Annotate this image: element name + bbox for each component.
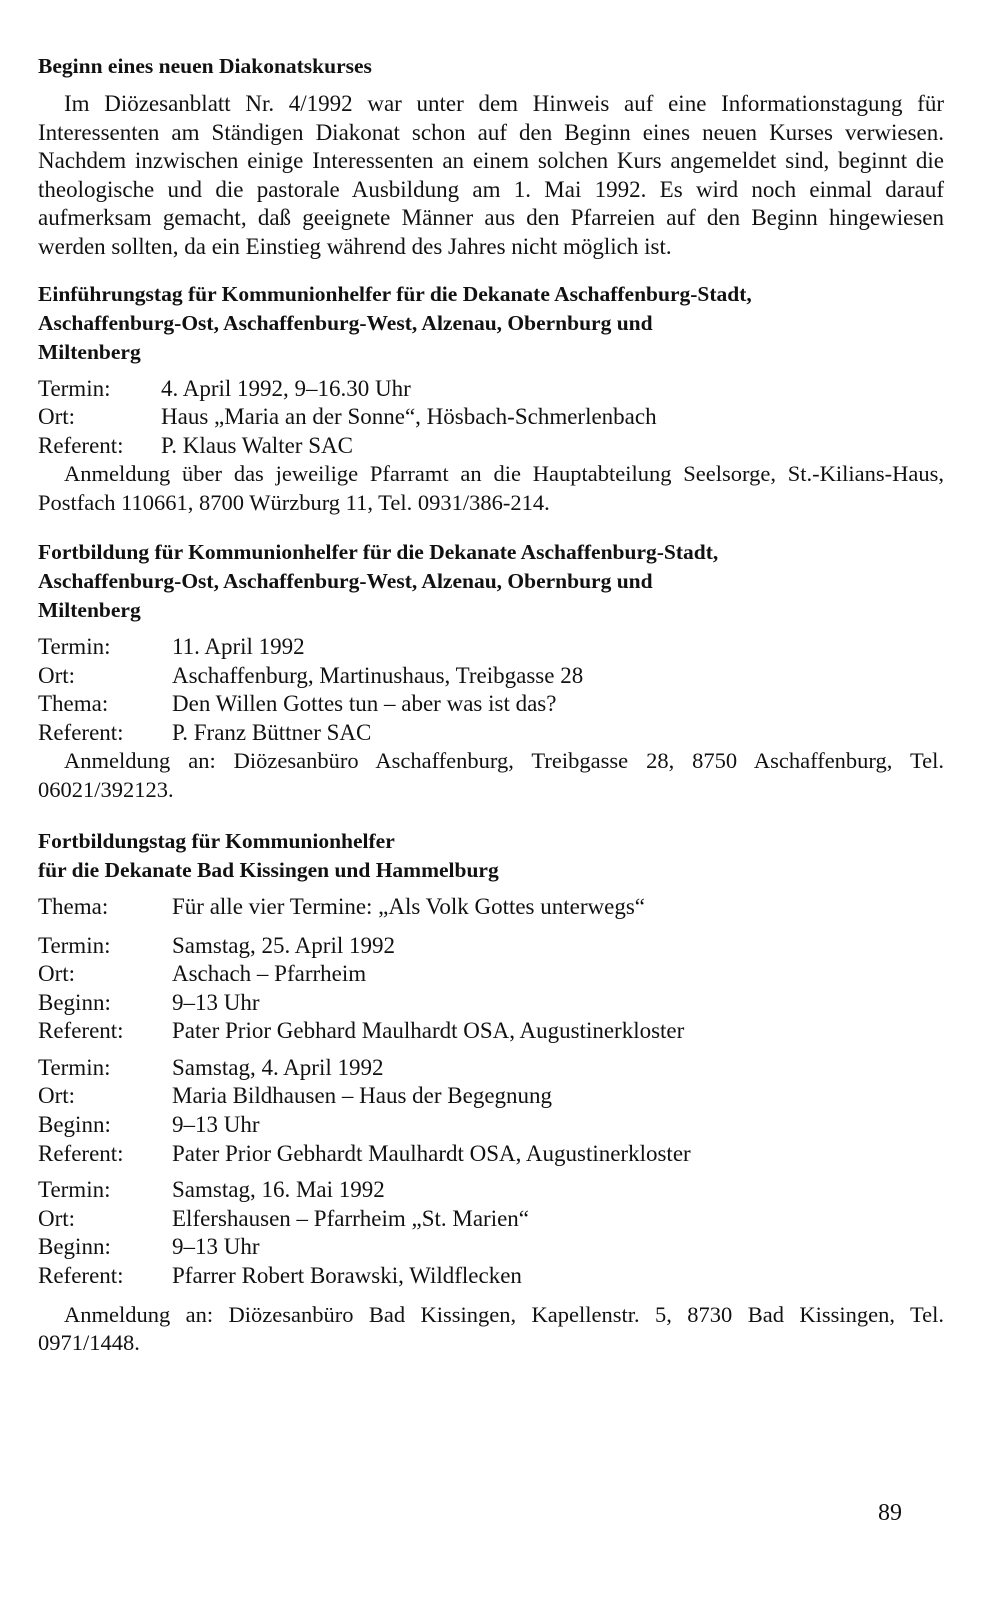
detail-label: Referent: [38,432,124,458]
section-heading [38,538,944,625]
detail-row [38,662,944,691]
section-heading [38,827,944,885]
heading-line: Fortbildung für Kommunionhelfer für die Dekanate Aschaffenburg-Stadt, [38,539,719,564]
detail-label: Termin: [38,375,111,401]
detail-row [38,989,944,1018]
section-heading: Beginn eines neuen Diakonatskurses [38,54,372,78]
detail-value: Samstag, 16. Mai 1992 [172,1177,385,1203]
detail-row [38,960,944,989]
detail-row [38,1176,944,1205]
detail-value: Für alle vier Termine: „Als Volk Gottes unterwegs“ [172,893,645,919]
detail-label: Beginn: [38,1234,111,1260]
detail-row [38,1054,944,1083]
heading-line: Miltenberg [38,339,141,364]
detail-row [38,1017,944,1046]
section-body: Im Diözesanblatt Nr. 4/1992 war unter dem Hinweis auf eine Informationstagung für Interessenten am Ständigen Diakonat schon auf den Beginn eines neuen Kurses verwiesen. Nachdem inzwischen einige Interessenten an einem solchen Kurs angemeldet sind, beginnt die theologische und die pastorale Ausbildung am 1. Mai 1992. Es wird noch einmal darauf aufmerksam gemacht, daß geeignete Männer aus den Pfarreien auf den Beginn hingewiesen werden sollten, da ein Einstieg während des Jahres nicht möglich ist. [38,91,944,259]
document-page [38,52,944,1358]
registration-note: Anmeldung an: Diözesanbüro Aschaffenburg, Treibgasse 28, 8750 Aschaffenburg, Tel. 06021/392123. [38,748,944,803]
detail-value: Den Willen Gottes tun – aber was ist das? [172,691,557,717]
section-diakonatskurs [38,52,944,262]
section-fortbildung-aschaffenburg [38,538,944,805]
detail-value: Pater Prior Gebhardt Maulhardt OSA, Augustinerkloster [172,1140,691,1166]
detail-value: Maria Bildhausen – Haus der Begegnung [172,1083,553,1109]
detail-label: Termin: [38,1054,111,1080]
theme-details [38,893,944,922]
detail-value: 11. April 1992 [172,633,305,659]
detail-label: Thema: [38,691,109,717]
event-group [38,1054,944,1168]
detail-label: Referent: [38,1018,124,1044]
detail-row [38,1111,944,1140]
detail-row [38,403,944,432]
event-group [38,1176,944,1290]
detail-row [38,719,944,748]
heading-line: Fortbildungstag für Kommunionhelfer [38,828,395,853]
detail-row [38,432,944,461]
detail-row [38,690,944,719]
detail-value: P. Klaus Walter SAC [161,432,353,458]
detail-label: Beginn: [38,1112,111,1138]
detail-label: Referent: [38,1263,124,1289]
detail-value: 9–13 Uhr [172,989,260,1015]
heading-line: Aschaffenburg-Ost, Aschaffenburg-West, Alzenau, Obernburg und [38,568,653,593]
event-details [38,633,944,747]
detail-label: Ort: [38,1205,76,1231]
detail-value: Samstag, 4. April 1992 [172,1054,384,1080]
section-heading [38,280,944,367]
detail-row [38,1262,944,1291]
detail-row [38,1233,944,1262]
detail-value: 9–13 Uhr [172,1112,260,1138]
detail-label: Beginn: [38,989,111,1015]
detail-row [38,893,944,922]
detail-row [38,375,944,404]
registration-note: Anmeldung über das jeweilige Pfarramt an die Hauptabteilung Seelsorge, St.-Kilians-Haus, Postfach 110661, 8700 Würzburg 11, Tel. 0931/386-214. [38,461,944,516]
heading-line: für die Dekanate Bad Kissingen und Hammelburg [38,857,499,882]
section-fortbildungstag-bad-kissingen [38,827,944,1358]
detail-value: Aschaffenburg, Martinushaus, Treibgasse 28 [172,662,584,688]
detail-row [38,1205,944,1234]
event-group [38,932,944,1046]
page-number: 89 [878,1500,902,1526]
detail-label: Termin: [38,633,111,659]
detail-label: Ort: [38,662,76,688]
heading-line: Aschaffenburg-Ost, Aschaffenburg-West, Alzenau, Obernburg und [38,310,653,335]
detail-value: Samstag, 25. April 1992 [172,932,395,958]
detail-label: Thema: [38,893,109,919]
detail-label: Ort: [38,1083,76,1109]
detail-value: Pfarrer Robert Borawski, Wildflecken [172,1263,522,1289]
heading-line: Miltenberg [38,597,141,622]
registration-note: Anmeldung an: Diözesanbüro Bad Kissingen, Kapellenstr. 5, 8730 Bad Kissingen, Tel. 0971/1448. [38,1301,944,1356]
detail-value: 4. April 1992, 9–16.30 Uhr [161,375,411,401]
detail-label: Termin: [38,932,111,958]
event-details [38,375,944,461]
detail-label: Termin: [38,1177,111,1203]
detail-label: Ort: [38,404,76,430]
detail-row [38,1140,944,1169]
section-einfuehrungstag [38,280,944,518]
detail-value: Elfershausen – Pfarrheim „St. Marien“ [172,1205,530,1231]
heading-line: Einführungstag für Kommunionhelfer für die Dekanate Aschaffenburg-Stadt, [38,281,752,306]
detail-row [38,633,944,662]
detail-value: Haus „Maria an der Sonne“, Hösbach-Schmerlenbach [161,404,657,430]
detail-label: Referent: [38,719,124,745]
detail-value: 9–13 Uhr [172,1234,260,1260]
detail-label: Referent: [38,1140,124,1166]
detail-value: Pater Prior Gebhard Maulhardt OSA, Augustinerkloster [172,1018,685,1044]
detail-row [38,932,944,961]
detail-label: Ort: [38,961,76,987]
detail-value: P. Franz Büttner SAC [172,719,372,745]
detail-row [38,1082,944,1111]
detail-value: Aschach – Pfarrheim [172,961,367,987]
